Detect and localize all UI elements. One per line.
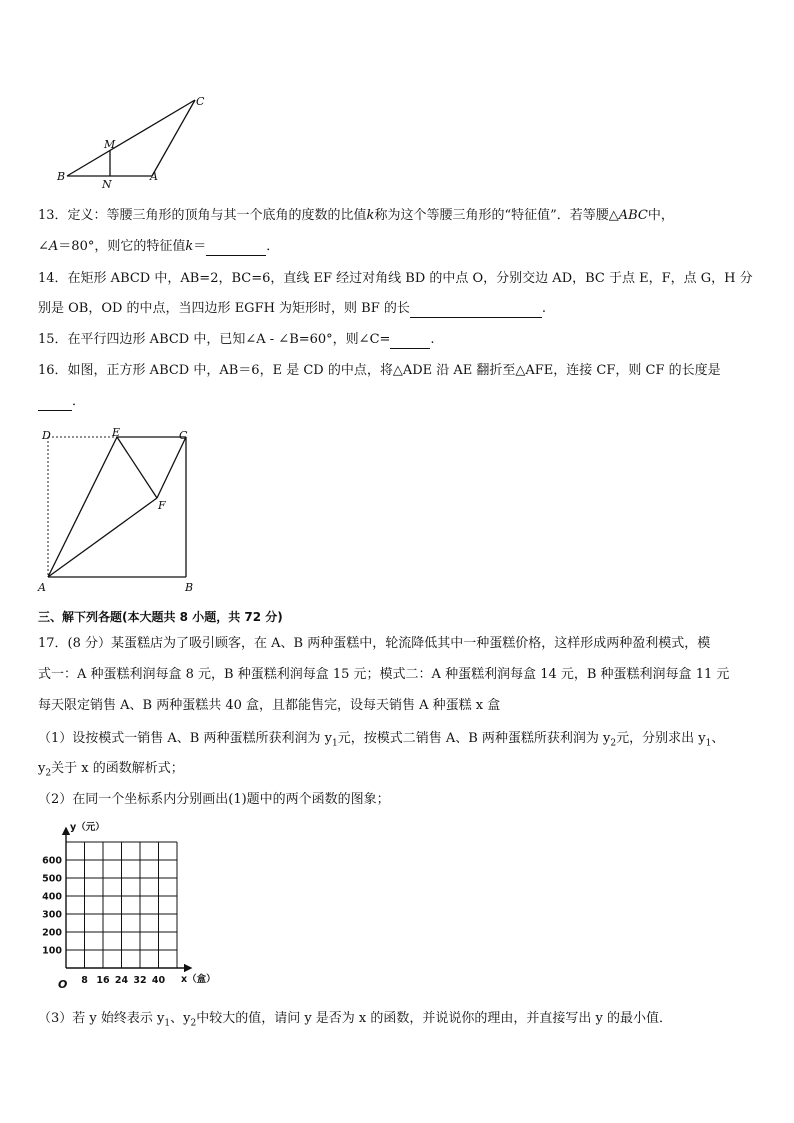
- y-tick-label: 200: [42, 927, 62, 939]
- q15-line: 15．在平行四边形 ABCD 中，已知∠A - ∠B=60°，则∠C= .: [38, 332, 435, 347]
- y-tick-label: 400: [42, 891, 62, 903]
- q17-part1-line2: $y_2$关于 x 的函数解析式；: [38, 761, 184, 779]
- label-B: B: [57, 170, 66, 183]
- q16-line1: 16．如图，正方形 ABCD 中，AB＝6，E 是 CD 的中点，将△ADE 沿 AE 翻折至△AFE，连接 CF，则 CF 的长度是: [38, 363, 721, 378]
- q17-line3: 每天限定销售 A、B 两种蛋糕共 40 盒，且都能售完，设每天销售 A 种蛋糕 x 盒: [38, 698, 501, 713]
- triangle-figure: [55, 92, 215, 192]
- label-E: E: [112, 426, 121, 439]
- label-M: M: [104, 138, 116, 151]
- q13-line2: ∠A＝80°，则它的特征值k＝ ．: [38, 239, 280, 254]
- label-D: D: [42, 429, 51, 442]
- q17-part2: （2）在同一个坐标系内分别画出(1)题中的两个函数的图象；: [38, 792, 390, 807]
- answer-blank-14[interactable]: [410, 303, 542, 318]
- label-C2: C: [179, 429, 188, 442]
- x-tick-label: 40: [151, 975, 166, 986]
- answer-blank-13[interactable]: [206, 241, 266, 256]
- square-fold-figure: [36, 425, 206, 595]
- coordinate-grid-chart: [36, 818, 216, 998]
- answer-blank-15[interactable]: [390, 334, 430, 349]
- x-tick-label: 16: [96, 975, 110, 986]
- q17-line2: 式一：A 种蛋糕利润每盒 8 元，B 种蛋糕利润每盒 15 元；模式二：A 种蛋糕利润每盒 14 元，B 种蛋糕利润每盒 11 元: [38, 667, 730, 682]
- q16-line2: ．: [38, 393, 764, 411]
- y-tick-label: 100: [42, 945, 62, 957]
- x-tick-label: 24: [114, 975, 129, 986]
- q14-line1: 14．在矩形 ABCD 中，AB=2，BC=6，直线 EF 经过对角线 BD 的中点 O，分别交边 AD，BC 于点 E，F，点 G，H 分: [38, 271, 753, 286]
- x-tick-label: 8: [81, 975, 88, 986]
- q14-line2: 别是 OB，OD 的中点，当四边形 EGFH 为矩形时，则 BF 的长 .: [38, 301, 547, 316]
- label-N: N: [102, 178, 112, 191]
- y-tick-label: 600: [42, 855, 62, 867]
- section-3-title: 三、解下列各题(本大题共 8 小题，共 72 分): [38, 610, 283, 624]
- x-tick-label: 32: [133, 975, 147, 986]
- y-axis-label: y（元）: [70, 822, 105, 833]
- label-A: A: [150, 170, 158, 183]
- q17-part3: （3）若 y 始终表示 $y_1$、$y_2$中较大的值，请问 y 是否为 x 的函数，并说说你的理由，并直接写出 y 的最小值．: [38, 1011, 673, 1029]
- label-F: F: [158, 499, 166, 512]
- label-A2: A: [38, 581, 46, 594]
- y-tick-label: 500: [42, 873, 62, 885]
- q17-part1-line1: （1）设按模式一销售 A、B 两种蛋糕所获利润为 $y_1$元，按模式二销售 A、B 两种蛋糕所获利润为 $y_2$元，分别求出 $y_1$、: [38, 731, 725, 749]
- x-axis-label: x（盒）: [181, 974, 216, 985]
- origin-label: O: [58, 978, 68, 991]
- label-C: C: [196, 95, 205, 108]
- q17-line1: 17．(8 分）某蛋糕店为了吸引顾客，在 A、B 两种蛋糕中，轮流降低其中一种蛋糕价格，这样形成两种盈利模式，模: [38, 636, 711, 651]
- q13-line1: 13．定义：等腰三角形的顶角与其一个底角的度数的比值k称为这个等腰三角形的“特征值”．若等腰△ABC中，: [38, 208, 674, 223]
- answer-blank-16[interactable]: [38, 396, 72, 411]
- y-tick-label: 300: [42, 909, 62, 921]
- label-B2: B: [185, 581, 194, 594]
